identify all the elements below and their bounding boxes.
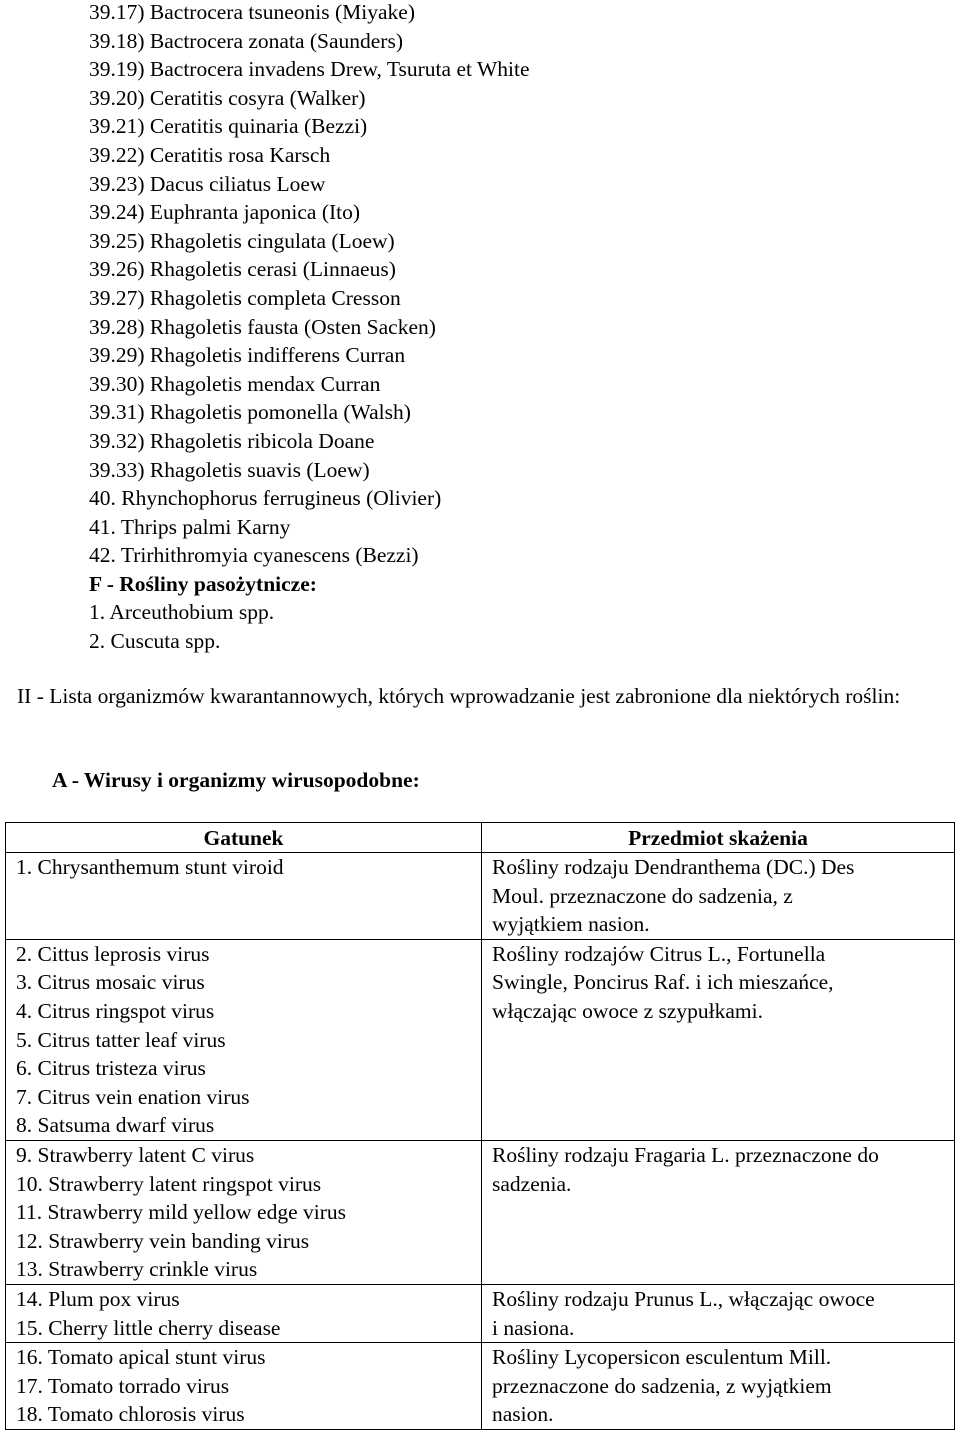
- section-f-heading: F - Rośliny pasożytnicze:: [89, 571, 317, 596]
- subject-text: Rośliny rodzaju Prunus L., włączając owoce: [492, 1286, 875, 1311]
- species-name: 14. Plum pox virus: [16, 1286, 180, 1311]
- list-item: 39.23) Dacus ciliatus Loew: [89, 171, 326, 196]
- species-name: 2. Cittus leprosis virus: [16, 941, 210, 966]
- list-item: 39.19) Bactrocera invadens Drew, Tsuruta et White: [89, 57, 530, 82]
- subject-text: Rośliny rodzaju Dendranthema (DC.) Des: [492, 855, 855, 879]
- list-item: 39.27) Rhagoletis completa Cresson: [89, 285, 401, 310]
- list-item: 41. Thrips palmi Karny: [89, 514, 291, 539]
- species-cell: [6, 1343, 482, 1430]
- species-name: 10. Strawberry latent ringspot virus: [16, 1171, 322, 1196]
- list-item: 39.31) Rhagoletis pomonella (Walsh): [89, 400, 411, 425]
- species-name: 7. Citrus vein enation virus: [16, 1084, 250, 1109]
- subject-cell: [482, 1343, 955, 1430]
- list-item: 1. Arceuthobium spp.: [89, 600, 275, 625]
- list-item: 39.20) Ceratitis cosyra (Walker): [89, 85, 366, 110]
- subject-cell: [482, 1140, 955, 1284]
- species-list: [89, 0, 530, 658]
- subject-text: wyjątkiem nasion.: [492, 912, 650, 937]
- species-name: 11. Strawberry mild yellow edge virus: [16, 1200, 346, 1225]
- species-name: 16. Tomato apical stunt virus: [16, 1345, 266, 1370]
- species-name: 15. Cherry little cherry disease: [16, 1315, 281, 1340]
- list-item: 39.17) Bactrocera tsuneonis (Miyake): [89, 0, 415, 24]
- list-item: 2. Cuscuta spp.: [89, 629, 221, 654]
- species-name: 5. Citrus tatter leaf virus: [16, 1027, 226, 1052]
- list-item: 39.18) Bactrocera zonata (Saunders): [89, 28, 403, 53]
- species-name: 6. Citrus tristeza virus: [16, 1056, 206, 1081]
- table-row: [6, 1343, 955, 1430]
- species-cell: [6, 853, 482, 940]
- list-item: 39.29) Rhagoletis indifferens Curran: [89, 343, 406, 368]
- species-name: 13. Strawberry crinkle virus: [16, 1257, 258, 1282]
- species-name: 9. Strawberry latent C virus: [16, 1142, 255, 1167]
- list-item: 39.26) Rhagoletis cerasi (Linnaeus): [89, 257, 396, 282]
- subject-text: przeznaczone do sadzenia, z wyjątkiem: [492, 1373, 832, 1398]
- list-item: 40. Rhynchophorus ferrugineus (Olivier): [89, 486, 442, 511]
- table-row: [6, 853, 955, 940]
- subject-cell: [482, 1284, 955, 1342]
- column-header-subject: Przedmiot skażenia: [482, 823, 955, 853]
- species-name: 3. Citrus mosaic virus: [16, 970, 205, 995]
- list-item: 39.28) Rhagoletis fausta (Osten Sacken): [89, 314, 436, 339]
- species-name: 17. Tomato torrado virus: [16, 1373, 230, 1398]
- list-item: 39.24) Euphranta japonica (Ito): [89, 200, 361, 225]
- table-row: [6, 1284, 955, 1342]
- list-item: 39.30) Rhagoletis mendax Curran: [89, 371, 381, 396]
- subject-text: włączając owoce z szypułkami.: [492, 998, 764, 1023]
- subject-text: Rośliny rodzajów Citrus L., Fortunella: [492, 941, 826, 966]
- table-header-row: [6, 823, 955, 853]
- subject-cell: [482, 853, 955, 940]
- subject-text: Rośliny Lycopersicon esculentum Mill.: [492, 1345, 832, 1370]
- species-cell: [6, 939, 482, 1140]
- subject-text: i nasiona.: [492, 1315, 575, 1340]
- list-item: 39.25) Rhagoletis cingulata (Loew): [89, 228, 395, 253]
- species-name: 12. Strawberry vein banding virus: [16, 1228, 310, 1253]
- species-name: 18. Tomato chlorosis virus: [16, 1402, 245, 1427]
- subject-text: sadzenia.: [492, 1171, 572, 1196]
- list-item: 39.32) Rhagoletis ribicola Doane: [89, 428, 375, 453]
- table-row: [6, 939, 955, 1140]
- subject-text: Moul. przeznaczone do sadzenia, z: [492, 883, 793, 908]
- list-item: 42. Trirhithromyia cyanescens (Bezzi): [89, 543, 419, 568]
- section-ii-paragraph: II - Lista organizmów kwarantannowych, których wprowadzanie jest zabronione dla niektórych roślin:: [17, 684, 901, 708]
- subject-text: nasion.: [492, 1402, 554, 1427]
- list-item: 39.21) Ceratitis quinaria (Bezzi): [89, 114, 368, 139]
- species-name: 1. Chrysanthemum stunt viroid: [16, 855, 284, 879]
- table-row: [6, 1140, 955, 1284]
- section-a-heading: A - Wirusy i organizmy wirusopodobne:: [52, 768, 420, 792]
- species-cell: [6, 1140, 482, 1284]
- quarantine-table: [5, 822, 955, 1430]
- species-name: 8. Satsuma dwarf virus: [16, 1113, 215, 1138]
- subject-text: Rośliny rodzaju Fragaria L. przeznaczone do: [492, 1142, 879, 1167]
- species-cell: [6, 1284, 482, 1342]
- list-item: 39.22) Ceratitis rosa Karsch: [89, 142, 331, 167]
- species-name: 4. Citrus ringspot virus: [16, 998, 215, 1023]
- list-item: 39.33) Rhagoletis suavis (Loew): [89, 457, 370, 482]
- column-header-species: Gatunek: [6, 823, 482, 853]
- subject-text: Swingle, Poncirus Raf. i ich mieszańce,: [492, 970, 834, 995]
- subject-cell: [482, 939, 955, 1140]
